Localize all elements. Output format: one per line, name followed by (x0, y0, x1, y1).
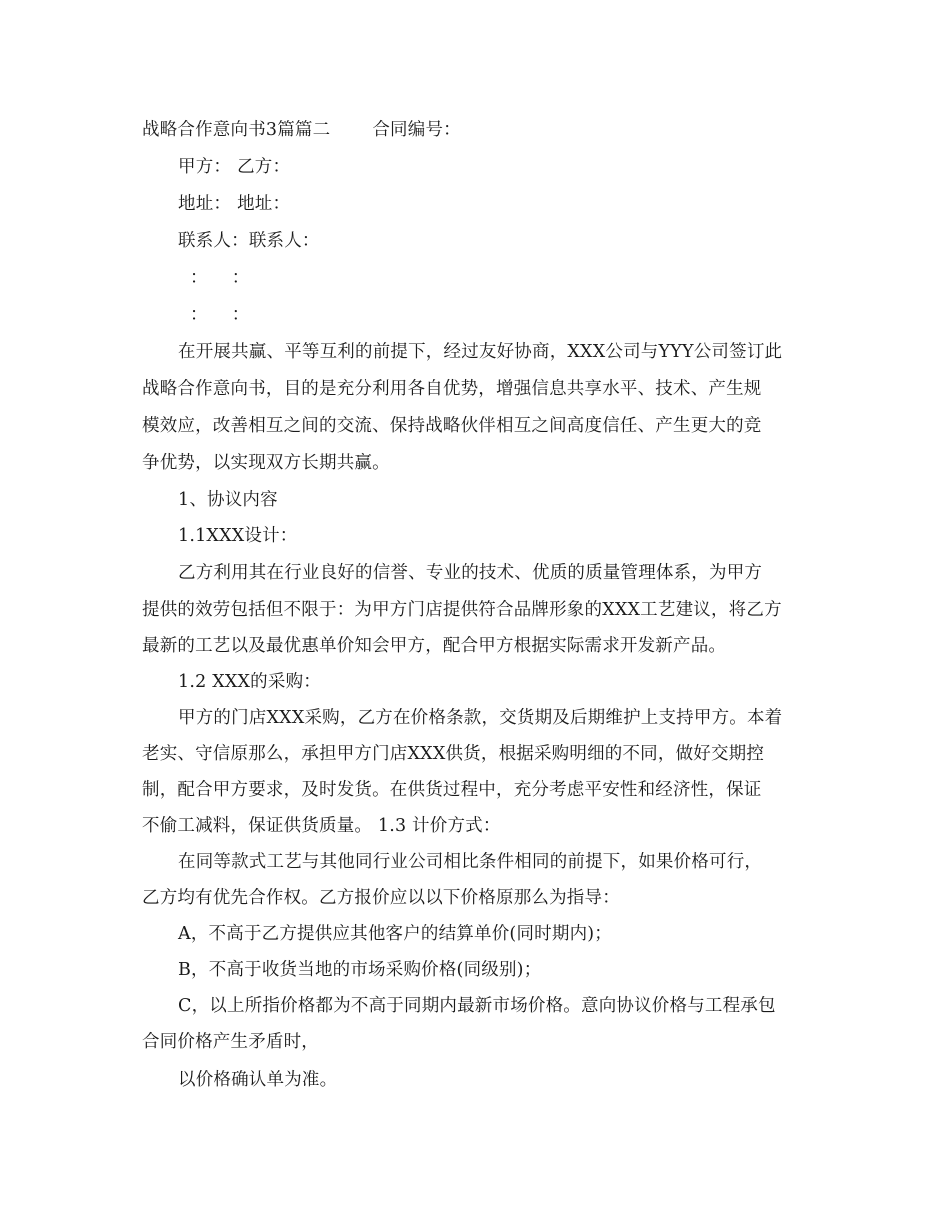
paragraph-line: 甲方的门店XXX采购，乙方在价格条款，交货期及后期维护上支持甲方。本着 (178, 708, 783, 728)
paragraph-line: 乙方利用其在行业良好的信誉、专业的技术、优质的质量管理体系，为甲方 (178, 563, 763, 583)
section-heading: 1、协议内容 (178, 490, 278, 510)
blank-colon: ： (231, 305, 250, 325)
list-item-c-continued: 合同价格产生矛盾时， (142, 1032, 319, 1052)
blank-colon: ： (190, 268, 208, 288)
intro-line: 模效应，改善相互之间的交流、保持战略伙伴相互之间高度信任、产生更大的竞 (142, 416, 762, 436)
list-item-b: B，不高于收货当地的市场采购价格(同级别)； (178, 960, 542, 980)
paragraph-line: 乙方均有优先合作权。乙方报价应以以下价格原那么为指导： (142, 888, 620, 908)
blank-colon: ： (231, 268, 250, 288)
contract-number-label: 合同编号： (372, 120, 461, 140)
address-line (178, 192, 290, 216)
paragraph-line: 在同等款式工艺与其他同行业公司相比条件相同的前提下，如果价格可行， (178, 852, 763, 872)
title-line (142, 118, 461, 142)
intro-line: 争优势，以实现双方长期共赢。 (142, 453, 390, 473)
party-line (178, 155, 290, 179)
blank-colon: ： (190, 305, 208, 325)
address-a-label: 地址： (178, 194, 232, 214)
party-b-label: 乙方： (237, 157, 291, 177)
party-a-label: 甲方： (178, 157, 232, 177)
contact-a-label: 联系人： (178, 231, 249, 251)
paragraph-line: 不偷工减料，保证供货质量。 1.3 计价方式： (142, 816, 501, 836)
paragraph-line: 制，配合甲方要求，及时发货。在供货过程中，充分考虑平安性和经济性，保证 (142, 780, 762, 800)
intro-line: 战略合作意向书，目的是充分利用各自优势，增强信息共享水平、技术、产生规 (142, 379, 762, 399)
paragraph-line: 提供的效劳包括但不限于：为甲方门店提供符合品牌形象的XXX工艺建议，将乙方 (142, 600, 782, 620)
intro-line: 在开展共赢、平等互利的前提下，经过友好协商，XXX公司与YYY公司签订此 (178, 342, 783, 362)
list-item-c: C，以上所指价格都为不高于同期内最新市场价格。意向协议价格与工程承包 (178, 996, 776, 1016)
document-title: 战略合作意向书3篇篇二 (142, 120, 331, 140)
subsection-heading: 1.2 XXX的采购： (178, 672, 321, 692)
closing-line: 以价格确认单为准。 (178, 1070, 338, 1090)
list-item-a: A，不高于乙方提供应其他客户的结算单价(同时期内)； (178, 924, 612, 944)
blank-row-1 (190, 266, 249, 290)
paragraph-line: 最新的工艺以及最优惠单价知会甲方，配合甲方根据实际需求开发新产品。 (142, 636, 727, 656)
paragraph-line: 老实、守信原那么，承担甲方门店XXX供货，根据采购明细的不同，做好交期控 (142, 744, 765, 764)
subsection-heading: 1.1XXX设计： (178, 526, 298, 546)
contact-line (178, 229, 320, 253)
contact-b-label: 联系人： (248, 231, 320, 251)
blank-row-2 (190, 303, 249, 327)
address-b-label: 地址： (237, 194, 291, 214)
